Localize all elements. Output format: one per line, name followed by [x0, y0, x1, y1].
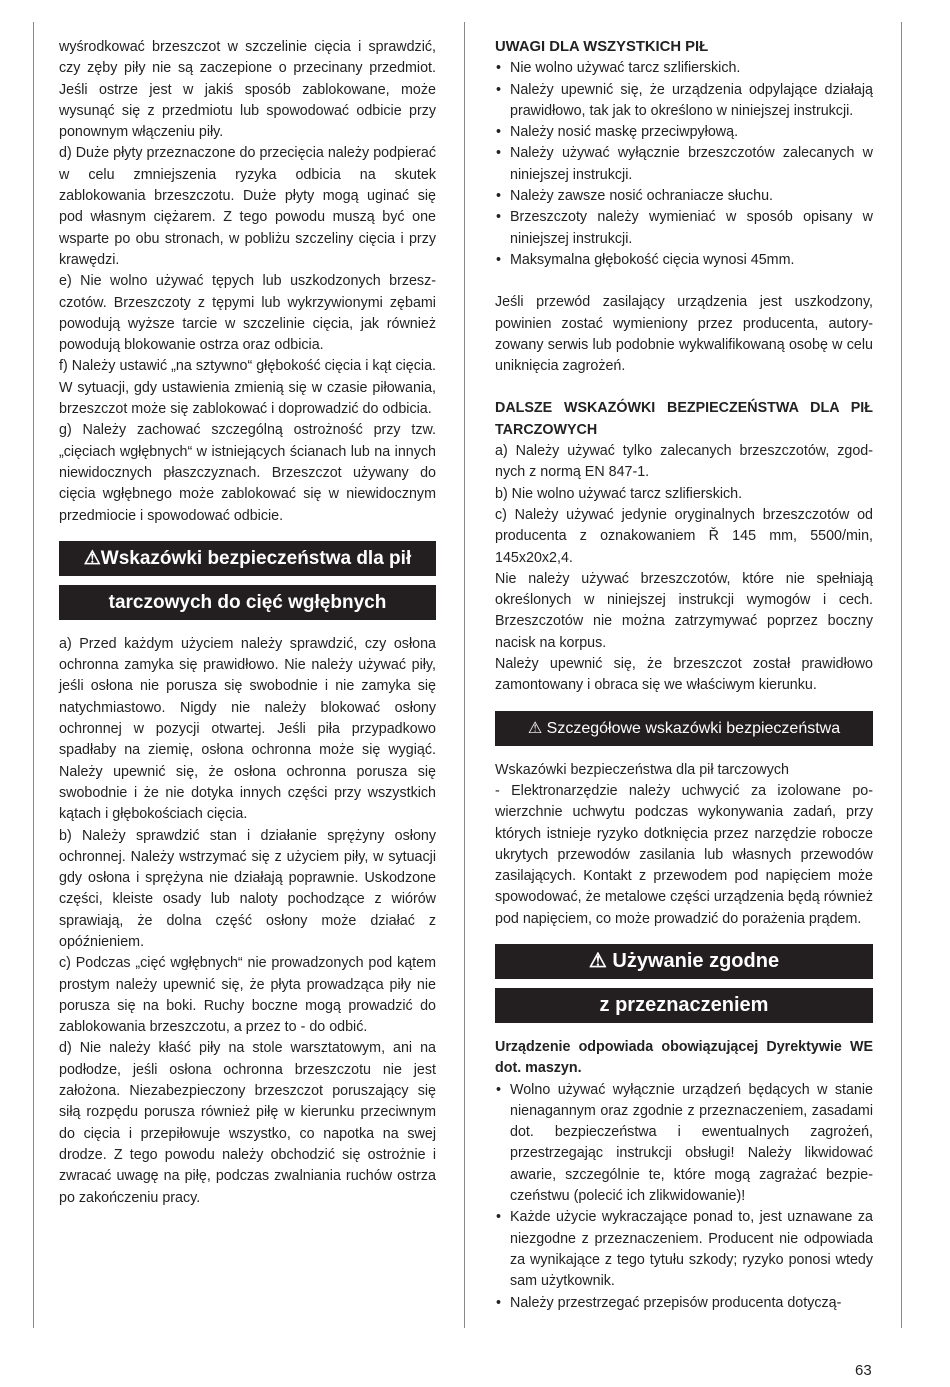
right-column — [495, 37, 873, 1314]
section-heading-uwagi: UWAGI DLA WSZYSTKICH PIŁ — [495, 39, 709, 55]
paragraph: Nie należy używać brzeszczotów, które nie spełniają określonych w niniejszej instrukcji wymogów i cech. Brzeszczotów nie można zatrzymywać poprzez boczny nacisk na korpus. — [495, 570, 873, 651]
section-bar-intended-use-line2: z przeznaczeniem — [495, 988, 873, 1023]
paragraph: a) Przed każdym użyciem należy sprawdzić, czy osłona ochronna zamyka się prawidłowo. Nie należy używać piły, jeśli osłona nie porusza się swobodnie i nie zamyka się natychmiastowo. Nigdy nie należy blokować osłony ochronnej w pozycji otwartej. Jeśli piła przypadkowo spadłaby na ziemię, osłona ochronna może się wygiąć. Należy upewnić się, że osłona ochronna porusza się swobodnie i że nie dotyka innych części przy wszystkich kątach i głębokościach cięcia. — [59, 635, 436, 823]
list-item: • Brzeszczoty należy wymieniać w sposób opisany w niniejszej instrukcji. — [495, 207, 873, 250]
paragraph: a) Należy używać tylko zalecanych brzeszczotów, zgodnych z normą EN 847-1. — [495, 443, 873, 481]
paragraph: c) Podczas „cięć wgłębnych“ nie prowadzonych pod kątem prostym należy upewnić się, że płyta prowadząca piły nie porusza się na boki. Ruchy boczne mogą prowadzić do zablokowania brzeszczotu, a przez to - do odbić. — [59, 955, 436, 1036]
paragraph: b) Nie wolno używać tarcz szlifierskich. — [495, 485, 743, 502]
section-bar-intended-use-line1: ⚠ Używanie zgodne — [495, 944, 873, 979]
section-bar-plunge-saws-line2: tarczowych do cięć wgłębnych — [59, 585, 436, 620]
list-item: • Maksymalna głębokość cięcia wynosi 45mm. — [495, 250, 873, 271]
paragraph: c) Należy używać jedynie oryginalnych brzeszczotów od producenta z oznakowaniem Ř 145 mm, 5500/min, 145x20x2,4. — [495, 506, 873, 566]
list-item: • Nie wolno używać tarcz szlifierskich. — [495, 58, 873, 79]
paragraph: wyśrodkować brzeszczot w szczelinie cięcia i sprawdzić, czy zęby piły nie są zaczepione o przecinany przedmiot. Jeśli ostrze jest w jakiś sposób zablokowane, może wysunąć się z przedmiotu lub spowodować odbicie przy ponownym włączeniu piły. — [59, 39, 436, 141]
usage-intro: Urządzenie odpowiada obowiązującej Dyrektywie WE dot. maszyn. — [495, 1038, 873, 1077]
paragraph: Wskazówki bezpieczeństwa dla pił tarczowych — [495, 761, 789, 778]
list-item: • Każde użycie wykraczające ponad to, jest uznawane za niezgodne z przeznaczeniem. Producent nie odpowiada za wynikające z tego tytułu szkody; ryzyko ponosi wtedy sam użytkownik. — [495, 1207, 873, 1292]
list-item: • Należy przestrzegać przepisów producenta dotyczą- — [495, 1293, 873, 1314]
uwagi-list — [495, 58, 873, 271]
left-column — [59, 37, 436, 1209]
paragraph: Należy upewnić się, że brzeszczot został prawidłowo zamontowany i obraca się we właściwym kierunku. — [495, 656, 873, 694]
column-divider-rule — [464, 22, 465, 1328]
list-item: • Należy używać wyłącznie brzeszczotów zalecanych w niniejszej instrukcji. — [495, 143, 873, 186]
paragraph: d) Duże płyty przeznaczone do przecięcia należy podpierać w celu zmniejszenia ryzyka odbicia na skutek zablokowania brzeszczotu. Duże płyty mogą uginać się pod własnym ciężarem. Z tego powodu muszą być one wsparte po obu stronach, w pobliżu szczeliny cięcia i przy krawędzi. — [59, 145, 436, 268]
paragraph: e) Nie wolno używać tępych lub uszkodzonych brzeszczotów. Brzeszczoty z tępymi lub wykrzywionymi zębami powodują wyższe tarcie w szczelinie cięcia, jak również powodują blokowanie ostrza oraz odbicia. — [59, 273, 436, 354]
list-item: • Należy nosić maskę przeciwpyłową. — [495, 122, 873, 143]
list-item: • Należy zawsze nosić ochraniacze słuchu. — [495, 186, 873, 207]
list-item: • Wolno używać wyłącznie urządzeń będących w stanie nienagannym oraz zgodnie z przeznaczeniem, zasadami dot. bezpieczeństwa i ewentualnych zagrożeń, przestrzegając instrukcji obsługi! Należy likwidować awarie, szczególnie te, które mogą zagrażać bezpieczeństwu (polecić ich zlikwidowanie)! — [495, 1080, 873, 1208]
section-heading-dalsze: DALSZE WSKAZÓWKI BEZPIECZEŃSTWA DLA PIŁ TARCZOWYCH — [495, 400, 873, 438]
list-item: • Należy upewnić się, że urządzenia odpylające działają prawidłowo, tak jak to określono w niniejszej instrukcji. — [495, 80, 873, 123]
left-margin-rule — [33, 22, 34, 1328]
section-bar-plunge-saws-line1: ⚠Wskazówki bezpieczeństwa dla pił — [59, 541, 436, 576]
usage-list — [495, 1080, 873, 1314]
paragraph: g) Należy zachować szczególną ostrożność przy tzw. „cięciach wgłębnych“ w istniejących ścianach lub na innych niewidocznych płaszczyznach. Brzeszczot używany do cięcia wgłębnego może zablokować się w niewidocznym przedmiocie i spowodować odbicie. — [59, 422, 436, 524]
section-bar-detailed-safety: ⚠ Szczegółowe wskazówki bezpieczeństwa — [495, 711, 873, 746]
paragraph: - Elektronarzędzie należy uchwycić za izolowane powierzchnie uchwytu podczas wykonywania zadań, przy których istnieje ryzyko dotknięcia przez narzędzie robocze ukrytych przewodów zasilania lub własnych przewodów zasilających. Kontakt z przewodem pod napięciem może spowodować, że metalowe części urządzenia będą również pod napięciem, co może prowadzić do porażenia prądem. — [495, 782, 873, 927]
paragraph: f) Należy ustawić „na sztywno“ głębokość cięcia i kąt cięcia. W sytuacji, gdy ustawienia zmienią się w czasie piłowania, brzeszczot może się zablokować i doprowadzić do odbicia. — [59, 358, 436, 418]
paragraph: Jeśli przewód zasilający urządzenia jest uszkodzony, powinien zostać wymieniony przez producenta, autoryzowany serwis lub podobnie wykwalifikowaną osobę w celu uniknięcia zagrożeń. — [495, 294, 873, 375]
paragraph: d) Nie należy kłaść piły na stole warsztatowym, ani na podłodze, jeśli osłona ochronna brzeszczotu nie jest założona. Niezabezpieczony brzeszczot poruszający się siłą rozpędu porusza również piłę w kierunku przeciwnym do cięcia i przepiłowuje wszystko, co napotka na swej drodze. Z tego powodu należy obchodzić się ostrożnie i zwracać uwagę na piłę, podczas zwalniania ruchów ostrza po zakończeniu pracy. — [59, 1040, 436, 1206]
page-number: 63 — [855, 1362, 872, 1379]
paragraph: b) Należy sprawdzić stan i działanie sprężyny osłony ochronnej. Należy wstrzymać się z użyciem piły, w sytuacji gdy osłona i sprężyna nie działają poprawnie. Uskodzone części, kleiste osady lub naloty pochodzące z wiórów sprawiają, że dolna część osłony może działać z opóźnieniem. — [59, 827, 436, 950]
right-margin-rule — [901, 22, 902, 1328]
